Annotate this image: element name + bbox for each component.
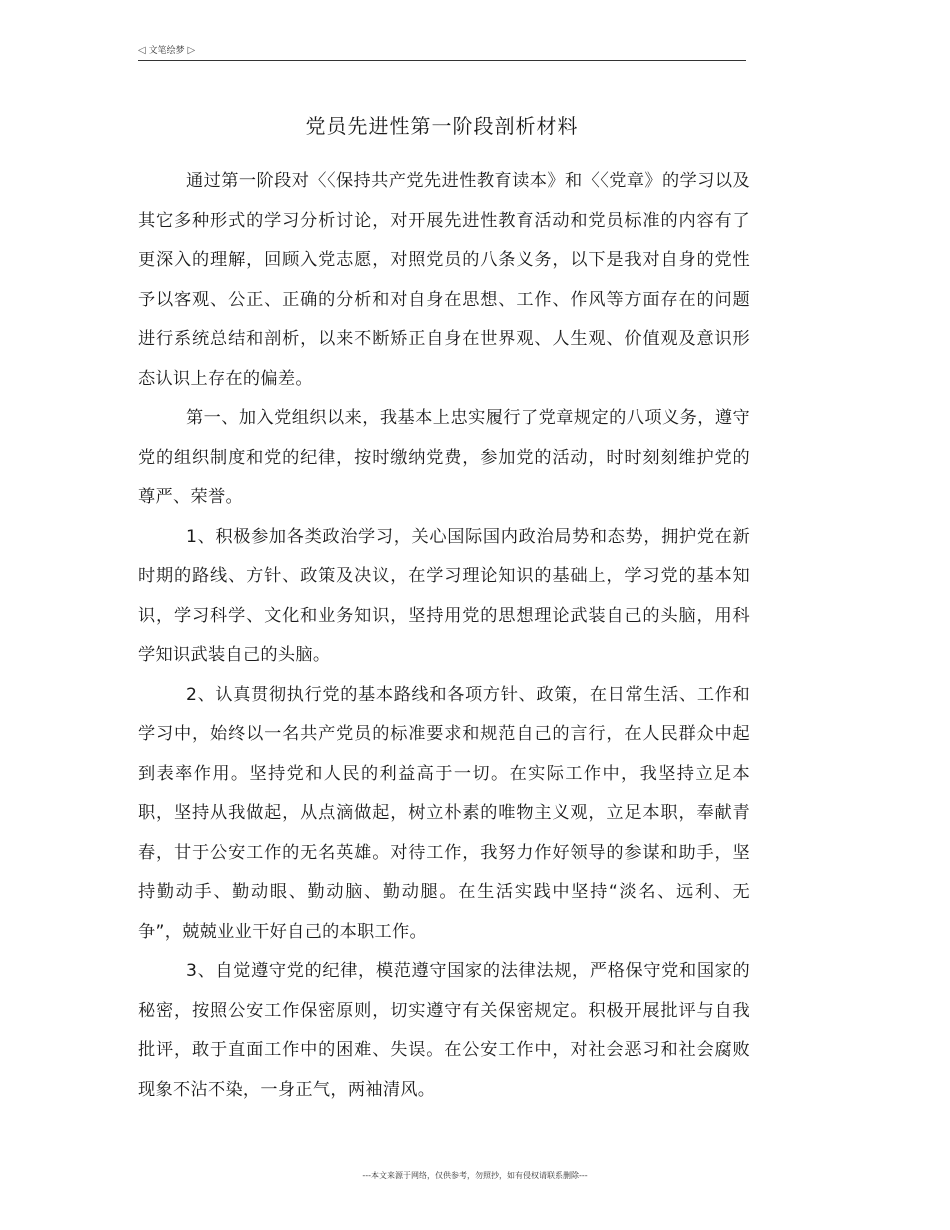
document-title: 党员先进性第一阶段剖析材料 (305, 114, 579, 138)
paragraph-item-1: 1、积极参加各类政治学习，关心国际国内政治局势和态势，拥护党在新时期的路线、方针、政策及决议，在学习理论知识的基础上，学习党的基本知识，学习科学、文化和业务知识，坚持用党的思想理论武装自己的头脑，用科学知识武装自己的头脑。 (138, 526, 750, 665)
right-arrow-icon: ▷ (187, 45, 196, 56)
page-footer: ---本文来源于网络，仅供参考，勿照抄，如有侵权请联系删除--- (362, 1171, 588, 1180)
document-body (138, 162, 750, 1110)
paragraph-intro: 通过第一阶段对〈〈保持共产党先进性教育读本》和〈〈党章》的学习以及其它多种形式的学习分析讨论，对开展先进性教育活动和党员标准的内容有了更深入的理解，回顾入党志愿，对照党员的八条义务，以下是我对自身的党性予以客观、公正、正确的分析和对自身在思想、工作、作风等方面存在的问题进行系统总结和剖析，以来不断矫正自身在世界观、人生观、价值观及意识形态认识上存在的偏差。 (138, 171, 750, 389)
header-mark (138, 44, 195, 58)
header-label: 文笔绘梦 (148, 46, 185, 56)
paragraph-first: 第一、加入党组织以来，我基本上忠实履行了党章规定的八项义务，遵守党的组织制度和党的纪律，按时缴纳党费，参加党的活动，时时刻刻维护党的尊严、荣誉。 (138, 408, 750, 507)
left-arrow-icon: ◁ (138, 45, 146, 56)
page-header (138, 44, 746, 61)
paragraph-item-3: 3、自觉遵守党的纪律，模范遵守国家的法律法规，严格保守党和国家的秘密，按照公安工作保密原则，切实遵守有关保密规定。积极开展批评与自我批评，敢于直面工作中的困难、失误。在公安工作中，对社会恶习和社会腐败现象不沾不染，一身正气，两袖清风。 (138, 961, 750, 1100)
paragraph-item-2: 2、认真贯彻执行党的基本路线和各项方针、政策，在日常生活、工作和学习中，始终以一名共产党员的标准要求和规范自己的言行，在人民群众中起到表率作用。坚持党和人民的利益高于一切。在实际工作中，我坚持立足本职，坚持从我做起，从点滴做起，树立朴素的唯物主义观，立足本职，奉献青春，甘于公安工作的无名英雄。对待工作，我努力作好领导的参谋和助手，坚持勤动手、勤动眼、勤动脑、勤动腿。在生活实践中坚持“淡名、远利、无争”，兢兢业业干好自己的本职工作。 (138, 684, 750, 942)
